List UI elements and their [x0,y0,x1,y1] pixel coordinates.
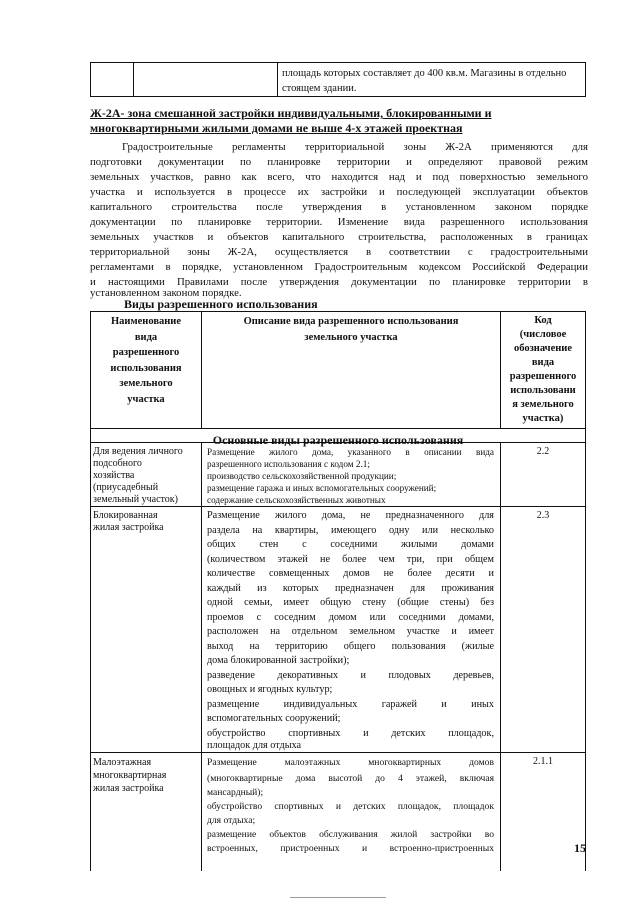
paragraph-line: документации по планировке территории. Изменение вида разрешенного использования [90,216,588,228]
table-caption: Виды разрешенного использования [124,297,318,311]
row-name: жилая застройка [93,783,164,794]
paragraph-line: и настоящими Правилами после утверждения документации по планировке территории в [90,276,588,288]
row-description: (количеством этажей не более чем три, при общем [207,553,494,565]
row-name: многоквартирная [93,770,167,781]
row-name: (приусадебный [93,482,159,493]
header-name-column: Наименование вида разрешенного использования земельного участка [110,316,182,405]
row-description: обустройство спортивных и детских площадок, площадок [207,801,494,812]
top-fragment-text: площадь которых составляет до 400 кв.м. Магазины в отдельно стоящем здании. [282,68,567,94]
row-name: Блокированная [93,510,158,521]
row-code: 2.2 [536,446,550,457]
row-description: мансардный); [207,787,264,798]
row-name: земельный участок) [93,494,178,505]
row-description: (многоквартирные дома высотой до 4 этажей, включая [207,773,494,784]
row-description: расположен на отдельном земельном участке и имеет [207,626,494,637]
paragraph-line: земельных участков, равно как всего, что находится над и под поверхностью земельного [90,171,588,183]
header-code-column: Код (числовое обозначение вида разрешенного использовани я земельного участка) [509,315,577,424]
row-name: подсобного [93,458,142,469]
page-number: 15 [574,841,586,855]
row-description: Размещение малоэтажных многоквартирных домов [207,757,494,768]
row-description: для отдыха; [207,815,256,826]
row-description: производство сельскохозяйственной продукции; [207,471,397,481]
footer-divider [290,897,386,898]
row-description: дома блокированной застройки); [207,655,350,666]
paragraph-line: земельных участков и объектов капитального строительства, расположенных в границах [90,231,588,243]
header-description-column: Описание вида разрешенного использования земельного участка [243,316,459,343]
row-description: Размещение жилого дома, указанного в описании вида [207,447,494,457]
row-description: проемов с соседним домом или соседними домами, [207,611,494,623]
paragraph-line: территориальной зоны Ж-2А, осуществляется в соответствии с градостроительными [90,246,588,258]
row-description: содержание сельскохозяйственных животных [207,495,386,505]
row-description: выход на территорию общего пользования (жилые [207,640,494,652]
paragraph-line: Градостроительные регламенты территориальной зоны Ж-2А применяются для [122,141,588,153]
zone-heading: Ж-2А- зона смешанной застройки индивидуальными, блокированными и многоквартирными жилыми домами не выше 4-х этажей проектная [90,106,492,135]
row-description: встроенных, пристроенных и встроенно-пристроенных [207,843,494,854]
row-description: общих стен с соседними жилыми домами [207,539,494,550]
row-name: хозяйства [93,470,135,481]
row-description: каждый из которых предназначен для проживания [207,582,494,594]
row-description: количестве совмещенных домов не более десяти и [207,568,494,579]
row-description: размещение объектов обслуживания жилой застройки во [207,829,494,840]
row-description: овощных и ягодных культур; [207,684,333,695]
paragraph-line: установленном законом порядке. [90,287,242,299]
row-description: размещение гаража и иных вспомогательных сооружений; [207,483,437,493]
paragraph-line: участка и используется в процессе их застройки и последующей эксплуатации объектов [90,186,588,198]
row-description: разрешенного использования с кодом 2.1; [207,459,370,469]
paragraph-line: капитального строительства после утверждения в установленном законом порядке [90,201,588,213]
row-description: разведение декоративных и плодовых деревьев, [207,669,494,681]
paragraph-line: регламентами в порядке, установленном Градостроительным кодексом Российской Федерации [90,261,588,273]
row-description: вспомогательных сооружений; [207,713,341,724]
row-description: обустройство спортивных и детских площадок, [207,727,494,739]
row-code: 2.3 [536,510,550,521]
section-title: Основные виды разрешенного использования [212,433,464,447]
row-name: Для ведения личного [93,446,183,457]
row-code: 2.1.1 [533,756,553,767]
row-description: площадок для отдыха [207,740,302,751]
row-name: Малоэтажная [93,757,152,768]
row-description: размещение индивидуальных гаражей и иных [207,698,494,710]
row-description: раздела на квартиры, имеющего одну или несколько [207,524,494,536]
paragraph-line: подготовки документации по планировке территории и определяют правовой режим [90,156,588,168]
row-description: Размещение жилого дома, не предназначенного для [207,510,494,521]
row-description: одной семьи, имеет общую стену (общие стены) без [207,597,494,608]
row-name: жилая застройка [93,522,164,533]
